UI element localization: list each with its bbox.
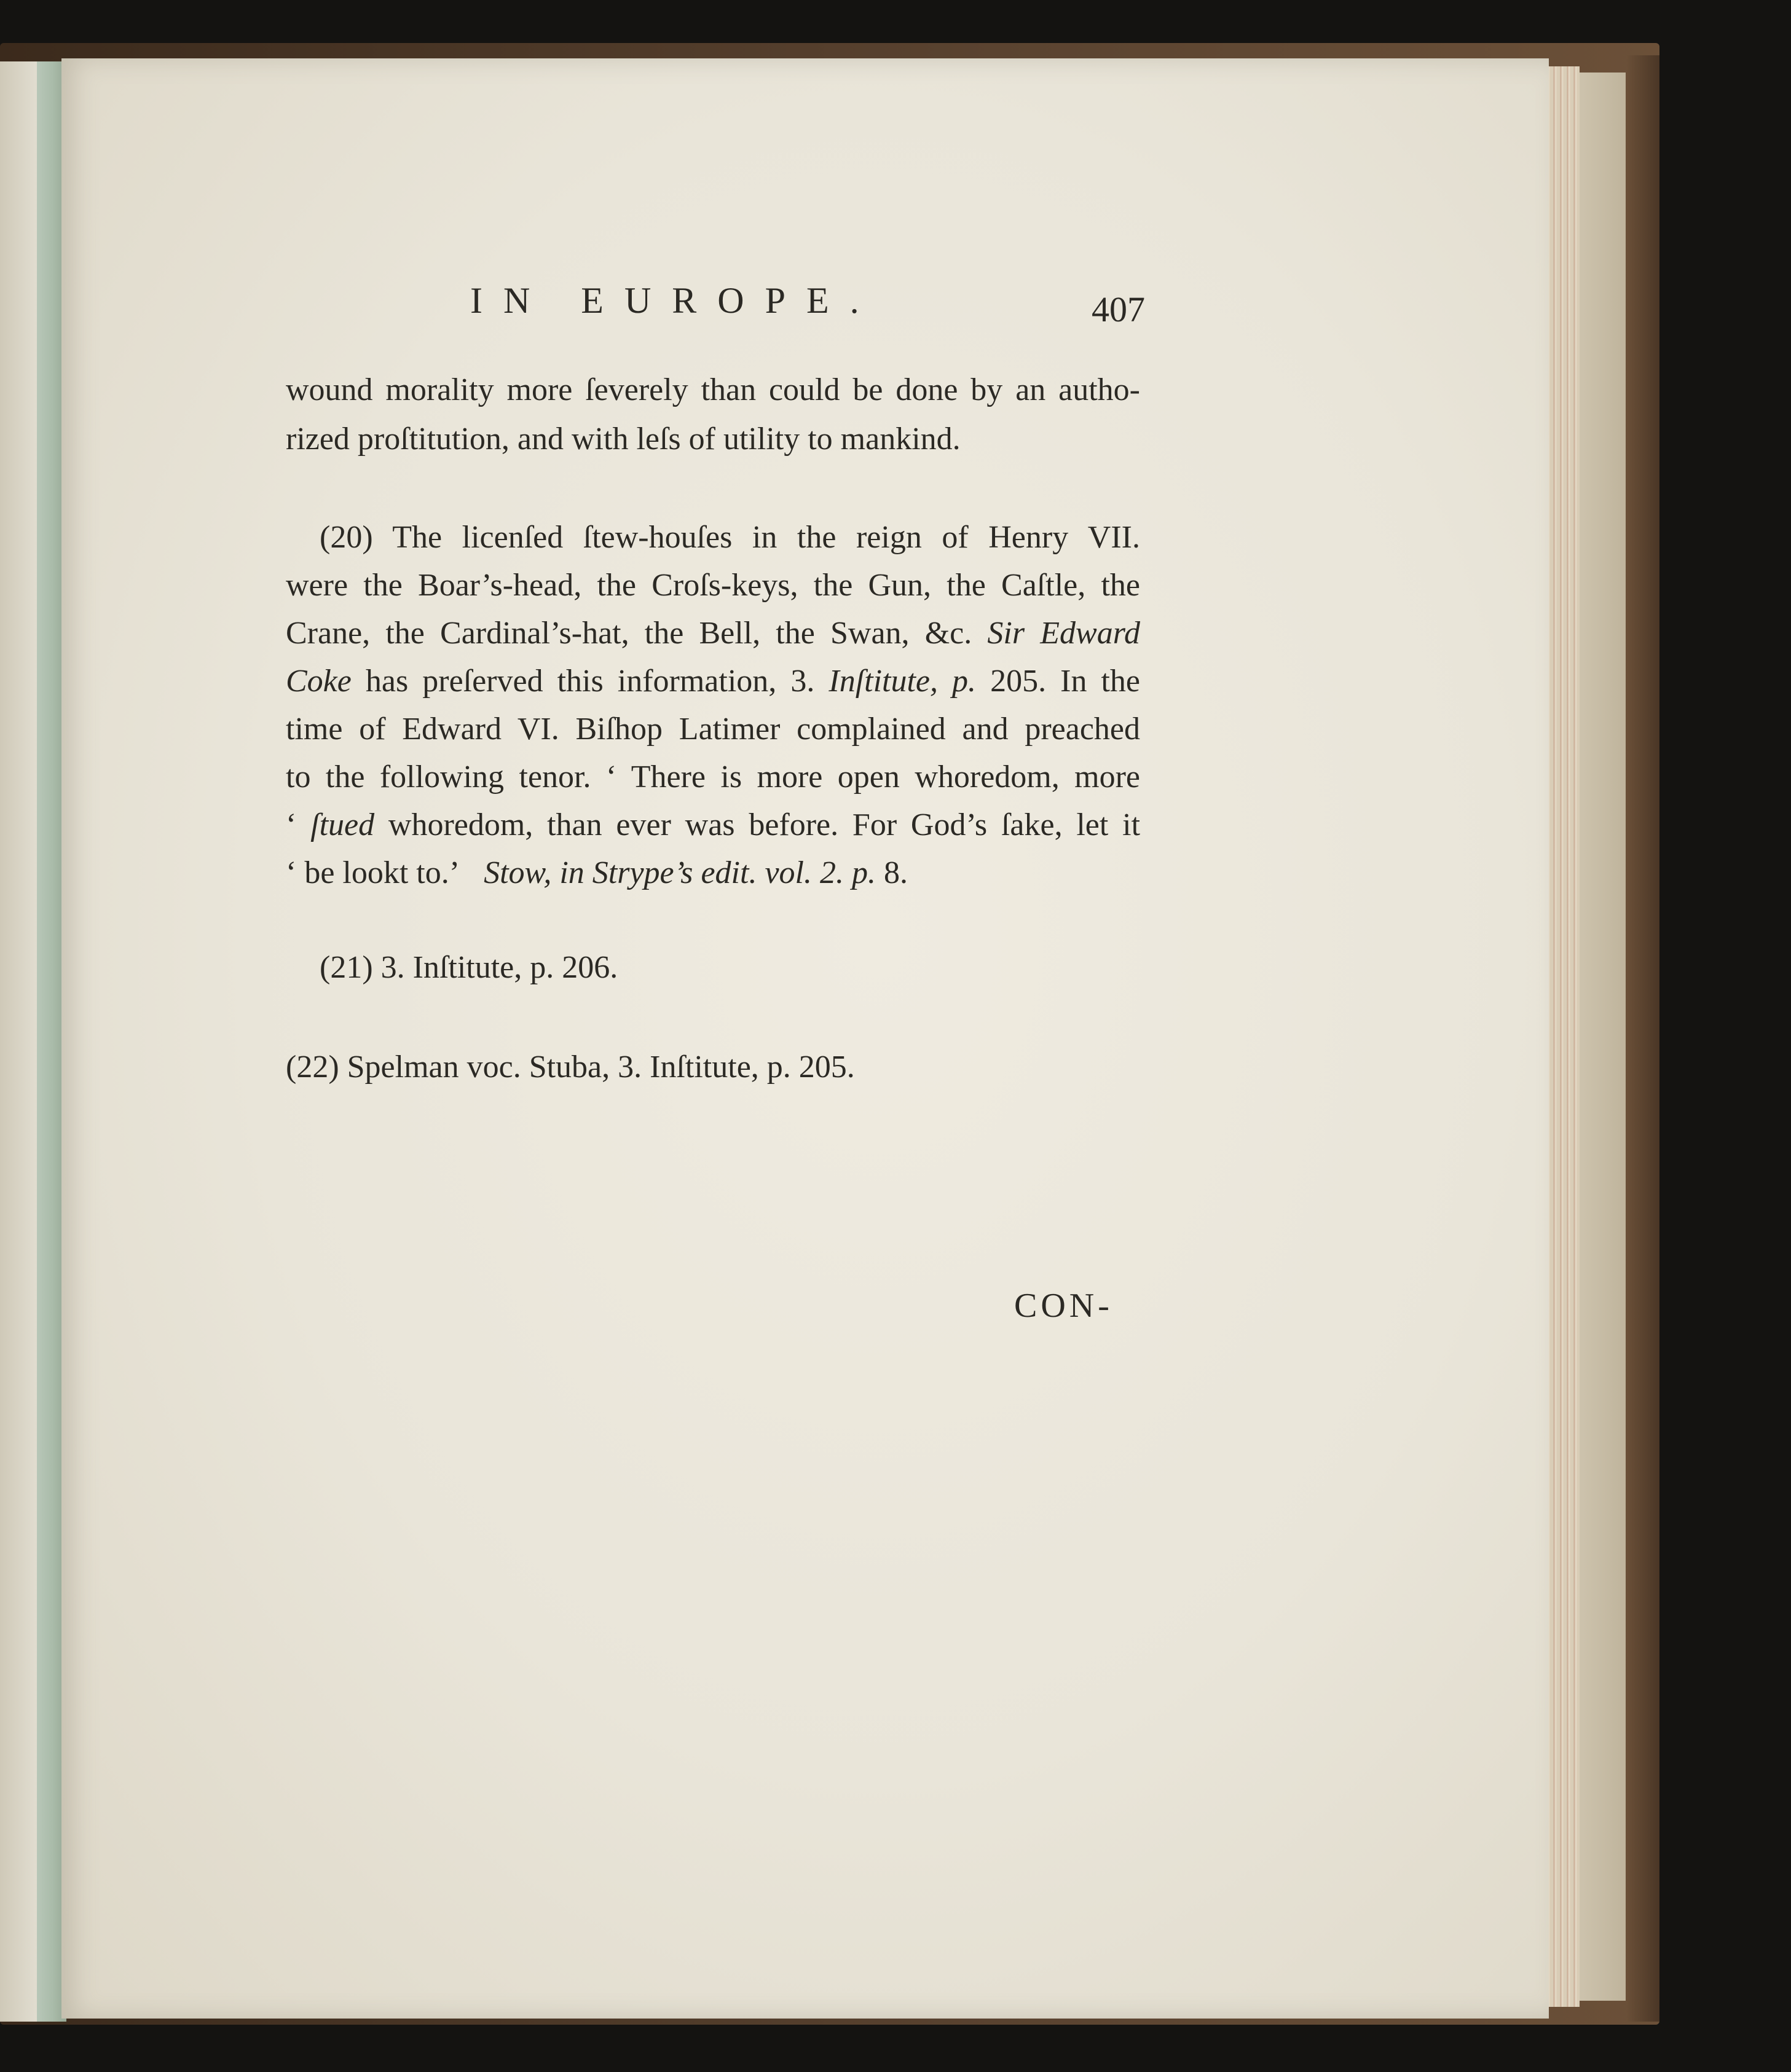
left-page-edge (0, 61, 37, 2022)
note-20-text: has preſerved this information, 3. (365, 664, 815, 699)
note-20-line (286, 615, 1140, 651)
note-20-line (286, 807, 1140, 843)
running-head: IN EUROPE. (470, 280, 880, 321)
note-20-italic: Coke (286, 664, 352, 699)
note-22: (22) Spelman voc. Stuba, 3. Inſtitute, p. 205. (286, 1050, 855, 1085)
note-20-quote: ‘ (286, 807, 297, 842)
note-20-line (286, 663, 1140, 699)
note-20-line: (20) The licenſed ſtew-houſes in the reign of Henry VII. (320, 520, 1140, 555)
note-20-italic: Stow, in Strype’s edit. vol. 2. p. (484, 855, 876, 890)
note-20-text: Crane, the Cardinal’s-hat, the Bell, the Swan, &c. (286, 616, 972, 651)
note-20-line (286, 855, 1140, 891)
note-20-text: 205. In the (990, 664, 1141, 699)
note-20-text: ‘ be lookt to.’ (286, 855, 460, 890)
note-20-text: 8. (883, 855, 908, 890)
page (61, 58, 1549, 2019)
note-20-italic: Sir Edward (987, 616, 1141, 651)
note-20-line: time of Edward VI. Biſhop Latimer complained and preached (286, 712, 1140, 747)
catchword: CON- (1014, 1287, 1113, 1325)
page-number: 407 (1092, 289, 1145, 329)
note-20-italic: ſtued (310, 807, 375, 842)
note-20-text: whoredom, than ever was before. For God’s ſake, let it (388, 807, 1141, 842)
text-line: rized proſtitution, and with leſs of utility to mankind. (286, 422, 961, 457)
note-20-italic: Inſtitute, p. (829, 664, 977, 699)
text-line: wound morality more ſeverely than could be done by an autho- (286, 372, 1140, 407)
page-block (1580, 73, 1626, 2001)
cover-edge (1626, 55, 1659, 2022)
note-20-line: were the Boar’s-head, the Croſs-keys, the Gun, the Caſtle, the (286, 568, 1140, 603)
note-21: (21) 3. Inſtitute, p. 206. (320, 950, 618, 985)
note-20-line: to the following tenor. ‘ There is more open whoredom, more (286, 759, 1140, 795)
